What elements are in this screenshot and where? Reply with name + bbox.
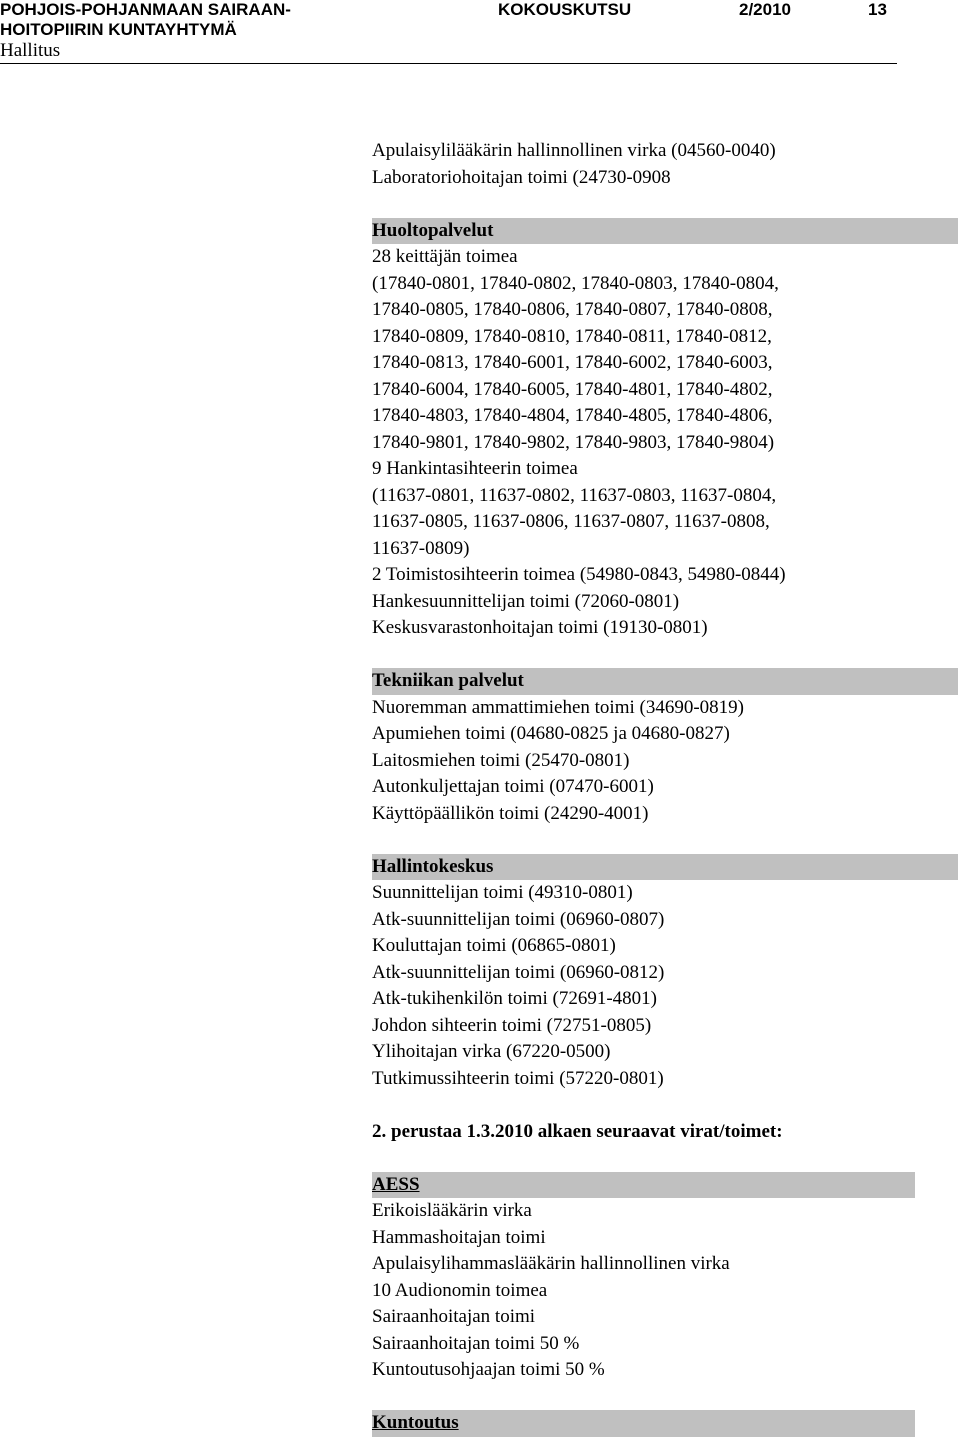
section-heading-tekniikan-palvelut: Tekniikan palvelut: [372, 668, 958, 695]
list-item: Hankesuunnittelijan toimi (72060-0801): [372, 590, 680, 612]
list-item: 11637-0809): [372, 537, 470, 559]
org-name-line2: HOITOPIIRIN KUNTAYHTYMÄ: [0, 20, 237, 39]
list-item: 17840-4803, 17840-4804, 17840-4805, 17840-4806,: [372, 405, 773, 426]
list-item: Apulaisylihammaslääkärin hallinnollinen virka: [372, 1253, 730, 1274]
header-rule: [0, 63, 897, 64]
item-2-heading: 2. perustaa 1.3.2010 alkaen seuraavat virat/toimet:: [372, 1120, 783, 1142]
list-item: Atk-suunnittelijan toimi (06960-0812): [372, 961, 665, 983]
document-type: KOKOUSKUTSU: [498, 0, 632, 19]
list-item: Kuntoutusohjaajan toimi 50 %: [372, 1359, 605, 1380]
list-item: Apumiehen toimi (04680-0825 ja 04680-0827): [372, 723, 730, 744]
intro-list: [372, 138, 958, 191]
list-item: Johdon sihteerin toimi (72751-0805): [372, 1014, 652, 1036]
section-heading-hallintokeskus: Hallintokeskus: [372, 854, 958, 881]
org-name-line1: POHJOIS-POHJANMAAN SAIRAAN-: [0, 0, 291, 19]
list-item: 17840-0805, 17840-0806, 17840-0807, 17840-0808,: [372, 299, 773, 320]
body-name: Hallitus: [0, 40, 61, 61]
list-item: (17840-0801, 17840-0802, 17840-0803, 17840-0804,: [372, 272, 779, 294]
section-heading-huoltopalvelut: Huoltopalvelut: [372, 218, 958, 245]
list-item: 9 Hankintasihteerin toimea: [372, 458, 578, 479]
list-item: Sairaanhoitajan toimi 50 %: [372, 1332, 580, 1354]
tekniikan-list: [372, 695, 958, 828]
section-heading-kuntoutus: Kuntoutus: [372, 1410, 915, 1437]
list-item: Laboratoriohoitajan toimi (24730-0908: [372, 166, 671, 188]
huoltopalvelut-list: [372, 244, 958, 642]
list-item: 17840-6004, 17840-6005, 17840-4801, 17840-4802,: [372, 378, 773, 400]
list-item: Apulaisylilääkärin hallinnollinen virka (04560-0040): [372, 140, 776, 161]
list-item: Keskusvarastonhoitajan toimi (19130-0801): [372, 617, 708, 638]
list-item: Erikoislääkärin virka: [372, 1200, 532, 1221]
list-item: Sairaanhoitajan toimi: [372, 1306, 536, 1327]
list-item: Nuoremman ammattimiehen toimi (34690-0819): [372, 696, 745, 718]
list-item: Hammashoitajan toimi: [372, 1226, 546, 1248]
list-item: Kouluttajan toimi (06865-0801): [372, 935, 616, 956]
section-heading-aess: AESS: [372, 1172, 915, 1199]
list-item: 17840-9801, 17840-9802, 17840-9803, 17840-9804): [372, 431, 775, 453]
document-body: [372, 138, 958, 1437]
list-item: 2 Toimistosihteerin toimea (54980-0843, 54980-0844): [372, 564, 786, 585]
list-item: Atk-tukihenkilön toimi (72691-4801): [372, 988, 657, 1009]
list-item: Atk-suunnittelijan toimi (06960-0807): [372, 908, 665, 930]
aess-list: [372, 1198, 958, 1384]
list-item: Ylihoitajan virka (67220-0500): [372, 1041, 611, 1062]
list-item: 17840-0813, 17840-6001, 17840-6002, 17840-6003,: [372, 352, 773, 373]
list-item: 28 keittäjän toimea: [372, 246, 518, 267]
list-item: 11637-0805, 11637-0806, 11637-0807, 11637-0808,: [372, 511, 770, 532]
list-item: (11637-0801, 11637-0802, 11637-0803, 11637-0804,: [372, 484, 777, 506]
list-item: Laitosmiehen toimi (25470-0801): [372, 749, 630, 771]
list-item: Autonkuljettajan toimi (07470-6001): [372, 776, 654, 797]
list-item: Tutkimussihteerin toimi (57220-0801): [372, 1067, 664, 1089]
hallintokeskus-list: [372, 880, 958, 1092]
page-number: 13: [868, 0, 887, 19]
list-item: 17840-0809, 17840-0810, 17840-0811, 17840-0812,: [372, 325, 772, 347]
issue-number: 2/2010: [739, 0, 791, 19]
list-item: Käyttöpäällikön toimi (24290-4001): [372, 802, 649, 824]
list-item: 10 Audionomin toimea: [372, 1279, 548, 1301]
list-item: Suunnittelijan toimi (49310-0801): [372, 882, 633, 903]
